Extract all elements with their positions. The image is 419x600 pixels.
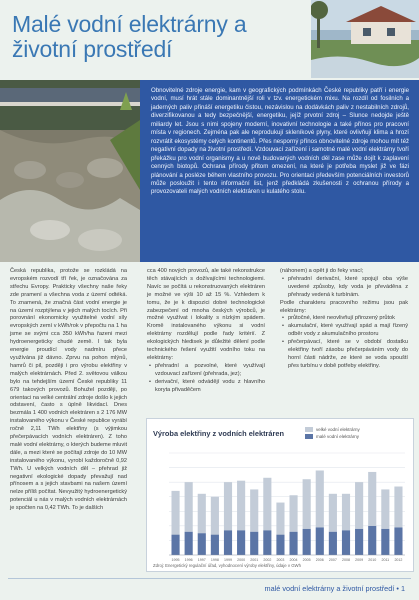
bar-large-1996 xyxy=(185,482,193,532)
x-tick-label: 2008 xyxy=(342,558,350,562)
column-3-subtext: Podle charakteru pracovního režimu jsou pak elektrárny: xyxy=(280,299,408,314)
bar-large-2001 xyxy=(250,489,258,531)
bar-small-2000 xyxy=(237,530,245,555)
bar-large-2010 xyxy=(368,472,376,526)
bar-small-2005 xyxy=(303,529,311,555)
plant-type-list xyxy=(147,363,265,395)
bar-large-2009 xyxy=(355,482,363,529)
bar-large-1997 xyxy=(198,494,206,533)
chart-source: Zdroj: Energetický regulační úřad, vyhodnocení výroby elektřiny, údaje v GWh xyxy=(153,563,301,568)
x-tick-label: 2006 xyxy=(315,558,324,562)
bar-large-2006 xyxy=(316,470,324,527)
production-chart xyxy=(146,418,414,572)
list-item: • derivační, které odvádějí vodu z hlavního koryta přivaděčem xyxy=(155,379,265,395)
column-2 xyxy=(147,268,265,395)
x-tick-label: 2012 xyxy=(394,558,403,562)
bar-large-2011 xyxy=(381,489,389,528)
bar-small-2007 xyxy=(329,532,337,555)
list-item: • průtočné, které neovlivňují přirozený průtok xyxy=(288,315,408,323)
x-tick-label: 2009 xyxy=(355,558,364,562)
bar-small-2008 xyxy=(342,530,350,555)
bar-small-1997 xyxy=(198,533,206,555)
x-tick-label: 2011 xyxy=(381,558,390,562)
x-tick-label: 1999 xyxy=(224,558,232,562)
x-tick-label: 2002 xyxy=(263,558,272,562)
bar-large-2004 xyxy=(289,495,297,531)
bar-small-2009 xyxy=(355,529,363,555)
bar-small-2012 xyxy=(394,527,402,555)
x-tick-label: 1998 xyxy=(210,558,219,562)
bar-small-1996 xyxy=(185,532,193,555)
x-tick-label: 2003 xyxy=(276,558,285,562)
bar-small-2004 xyxy=(289,532,297,555)
list-item: • akumulační, které využívají spád a mají řízený odběr vody z akumulačního prostoru xyxy=(288,323,408,339)
bar-large-2000 xyxy=(237,481,245,531)
x-tick-label: 2005 xyxy=(302,558,311,562)
page-footer: malé vodní elektrárny a životní prostředí • 1 xyxy=(264,584,405,593)
bar-large-1999 xyxy=(224,482,232,530)
bar-large-2012 xyxy=(394,487,402,528)
bar-large-2008 xyxy=(342,494,350,530)
list-item: • přečerpávací, které se v období dostatku elektřiny tvoří zásobu přečerpáváním vody do horní části nádrže, ze které se voda spouští přes turbínu v době potřeby elektřiny. xyxy=(288,339,408,371)
legend-label: malé vodní elektrárny xyxy=(316,434,360,439)
bar-small-1995 xyxy=(171,535,179,555)
chart-plot xyxy=(147,419,413,571)
bar-small-1999 xyxy=(224,530,232,555)
bar-small-2006 xyxy=(316,527,324,555)
bar-large-2003 xyxy=(276,503,284,535)
column-3-text: (náhonem) a opět ji do řeky vrací; xyxy=(280,268,364,274)
stream-photo xyxy=(0,80,140,262)
bar-small-2011 xyxy=(381,529,389,555)
x-tick-label: 1995 xyxy=(171,558,180,562)
x-tick-label: 2004 xyxy=(289,558,298,562)
bar-large-2007 xyxy=(329,494,337,532)
operating-mode-list xyxy=(280,315,408,370)
column-1 xyxy=(10,268,127,513)
column-2-text: cca 400 nových provozů, ale také rekonstrukce těch stávajících s dožívajícími technologiemi. Navíc se počítá u rekonstruovaných elektráren je možné ve výši 10 až 15 %. Vzhledem k tomu, že je k dispozici dobré technologické zabezpečení od mnoha českých výrobců, je možné využívat i lokality s nízkým spádem. Kromě instalovaného výkonu si vodní elektrárny rozdělují podle řady kritérií. Z ekologických hledisek je důležité dělení podle technického řešení využití vodního toku na elektrárny: xyxy=(147,268,265,361)
chart-title: Výroba elektřiny z vodních elektráren xyxy=(153,429,285,438)
x-tick-label: 2007 xyxy=(328,558,337,562)
x-tick-label: 2001 xyxy=(250,558,259,562)
x-tick-label: 1996 xyxy=(184,558,193,562)
legend-label: velké vodní elektrárny xyxy=(316,427,360,432)
bar-small-2002 xyxy=(263,530,271,555)
column-3 xyxy=(280,268,408,371)
list-item: • přehradní derivační, které spojují oba výše uvedené způsoby, kdy voda je převáděna z přehrady vedená k turbínám. xyxy=(288,276,408,300)
list-item: • přehradní a pozvolné, které využívají vzdouvací zařízení (přehrada, jez); xyxy=(155,363,265,379)
bar-small-2010 xyxy=(368,526,376,555)
house-photo xyxy=(311,0,419,78)
bar-large-2002 xyxy=(263,478,271,530)
x-tick-label: 1997 xyxy=(197,558,206,562)
plant-type-list-continued xyxy=(280,276,408,300)
page-title: Malé vodní elektrárny a životní prostředí xyxy=(12,11,247,62)
bar-small-2001 xyxy=(250,532,258,555)
bar-small-2003 xyxy=(276,535,284,555)
column-1-text: Česká republika, protože se rozkládá na evropském rozvodí tří řek, je označována za střechu Evropy. Prakticky všechny naše řeky zde pramení a všechna voda z území odtéká. To znamená, že značná část vodní energie je na území rozptýlena v jejich malých tocích. Při porovnání ekonomicky využitelné vodní síly evropských zemí v kWh/rok v přepočtu na 1 ha jsme se svými cca 350 kWh/ha řazeni mezi hydroenergeticky chudé země. I tak byla energie proudící vody nadmíru přece využívána již dávno. Zprvu na pohon mlýnů, hamrů či pil, později i pro výrobu elektřiny v malých elektrárnách. Před 2. světovou válkou bylo na tehdejším území České republiky 11 679 takových provozů. Bohužel později, po orientaci na velké centrální zdroje došlo k jejich odstavení, často s úplně likvidací. Dnes bezmála 1 400 vodních elektráren s 2 176 MW instalovaného výkonu v České republice vyrábí ročně 2,11 TWh elektřiny (s výjimkou přečerpávacích vodních elektráren). Z toho malé vodní elektrárny, o kterých budeme mluvit dále, a mezi které se počítají zdroje do 10 MW instalovaného výkonu, vyrobí každoročně 0,92 TWh. U velkých vodních děl – přehrad již negativní ekologické dopady převažují nad přínosem a s jejich stavbami na našem území nelze příliš počítat. Nevyužitý hydroenergetický potenciál u nás v malých vodních elektrárnách je spočten na 0,42 TWh. To je dalších xyxy=(10,268,127,512)
bar-large-1995 xyxy=(171,491,179,535)
intro-text: Obnovitelné zdroje energie, kam v geografických podmínkách České republiky patří i energie vodní, musí hrát stále dominantnější roli v tzv. energetickém mixu. Na rozdíl od fosilních a jaderných paliv přináší energetiku čistou, nezávislou na dodávkách paliv z nestabilních zdrojů, diverzifikovanou a tedy bezpečnější, energetiku, jejíž prvotní zdroj – Slunce nedojde ještě miliardy let. Jsou s nimi spojeny moderní, inovativní technologie a také přínos pro pracovní místa v regionech. Zejména pak ale neprodukují skleníkové plyny, které ovlivňují klima a hrozí rozvrátit ekosystémy celých kontinentů. Přes nesporný přínos obnovitelné zdroje mohou mít též negativní dopady na životní prostředí. Vzdouvací zařízení i samotné malé vodní elektrárny tvoří překážku pro vodní organismy a u nově budovaných vodních děl zase může dojít k zaplavení cenných biotopů. Ochrana přírody přitom omezení, na které je potřeba myslet již ve fázi plánování a posléze během vlastního provozu. Pro orientaci především potenciálních investorů může posloužit i tento informační list, jenž předkládá zkušenosti z ochranou přírody a provozovateli malých vodních elektráren u kulatého stolu. xyxy=(140,80,419,262)
footer-divider xyxy=(8,578,411,579)
bar-small-1998 xyxy=(211,535,219,555)
x-tick-label: 2010 xyxy=(368,558,377,562)
bar-large-1998 xyxy=(211,497,219,535)
x-tick-label: 2000 xyxy=(237,558,246,562)
bar-large-2005 xyxy=(303,479,311,529)
